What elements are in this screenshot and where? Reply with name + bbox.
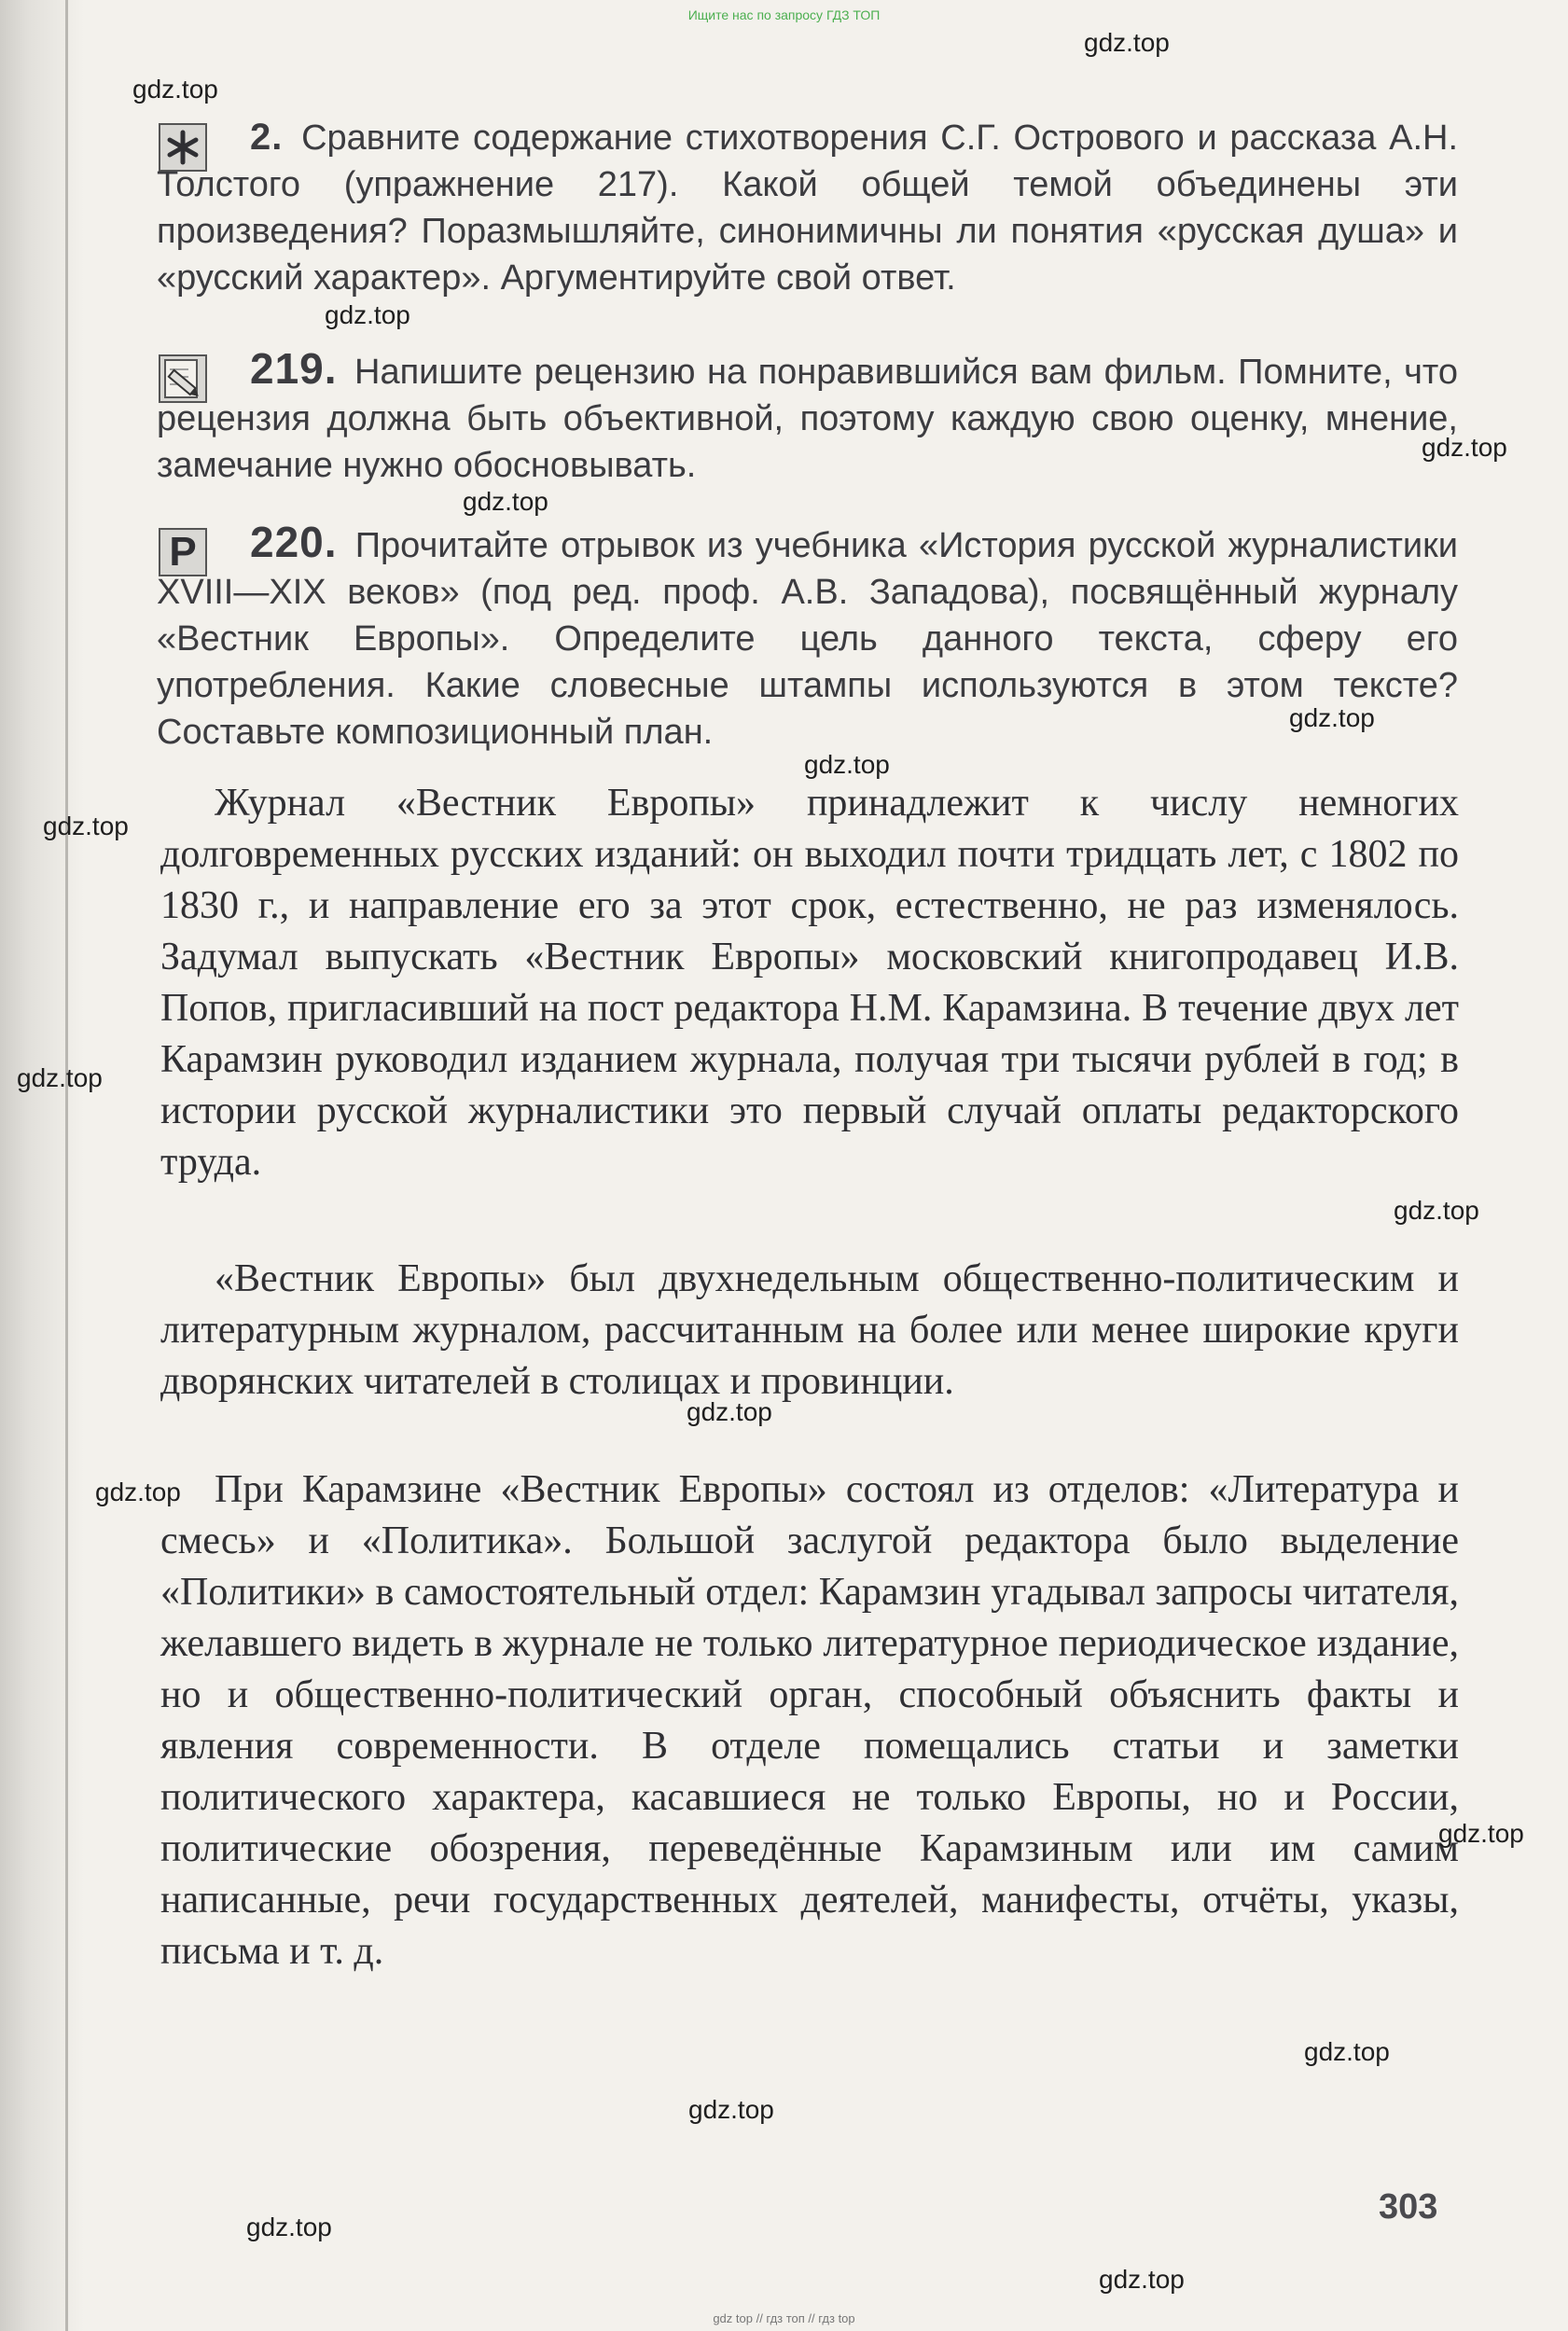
task-2: [157, 114, 1458, 301]
bottom-notice: gdz top // гдз топ // гдз top: [713, 2311, 855, 2325]
watermark: gdz.top: [1394, 1196, 1479, 1225]
watermark: gdz.top: [688, 2095, 774, 2124]
task-type-r-icon: Р: [159, 528, 207, 576]
task-219-text: Напишите рецензию на понравившийся вам фильм. Помните, что рецензия должна быть объективной, поэтому каждую свою оценку, мнение, замечание нужно обосновывать.: [157, 353, 1458, 485]
page-number: 303: [1379, 2187, 1438, 2227]
watermark: gdz.top: [687, 1397, 772, 1426]
task-2-number: 2.: [250, 117, 284, 158]
top-search-notice: Ищите нас по запросу ГДЗ ТОП: [687, 7, 881, 22]
watermark: gdz.top: [325, 300, 410, 329]
watermark: gdz.top: [804, 750, 890, 779]
watermark: gdz.top: [132, 75, 218, 104]
task-220: [157, 519, 1458, 756]
watermark: gdz.top: [1099, 2265, 1185, 2294]
task-220-number: 220.: [250, 518, 338, 566]
task-2-text: Сравните содержание стихотворения С.Г. Острового и рассказа А.Н. Толстого (упражнение 217). Какой общей темой объединены эти произведения? Поразмышляйте, синонимичны ли понятия «русская душа» и «русский характер». Аргументируйте свой ответ.: [157, 118, 1458, 298]
watermark: gdz.top: [43, 812, 129, 840]
task-220-text: Прочитайте отрывок из учебника «История русской журналистики XVIII—XIX веков» (под ред. проф. А.В. Западова), посвящённый журналу «Вестник Европы». Определите цель данного текста, сферу его употребления. Какие словесные штампы используются в этом тексте? Составьте композиционный план.: [157, 526, 1459, 752]
task-219-number: 219.: [250, 344, 338, 393]
task-219: [157, 345, 1458, 489]
watermark: gdz.top: [463, 487, 548, 516]
watermark: gdz.top: [1289, 703, 1375, 732]
watermark: gdz.top: [1084, 28, 1170, 57]
watermark: gdz.top: [17, 1063, 103, 1092]
watermark: gdz.top: [246, 2213, 332, 2241]
watermark: gdz.top: [95, 1478, 181, 1506]
passage-paragraph-3: При Карамзине «Вестник Европы» состоял из отделов: «Литература и смесь» и «Политика». Большой заслугой редактора было выделение «Политики» в самостоятельный отдел: Карамзин угадывал запросы читателя, желавшего видеть в журнале не только литературное периодическое издание, но и общественно-политический орган, способный объяснить факты и явления современности. В отделе помещались статьи и заметки политического характера, касавшиеся не только Европы, но и России, политические обозрения, переведённые Карамзиным или им самим написанные, речи государственных деятелей, манифесты, отчёты, указы, письма и т. д.: [160, 1468, 1459, 1973]
book-spine-shadow: [0, 0, 84, 2331]
watermark: gdz.top: [1438, 1819, 1524, 1848]
watermark: gdz.top: [1422, 433, 1507, 462]
passage-paragraph-1: Журнал «Вестник Европы» принадлежит к числу немногих долговременных русских изданий: он выходил почти тридцать лет, с 1802 по 1830 г., и направление его за этот срок, естественно, не раз изменялось. Задумал выпускать «Вестник Европы» московский книгопродавец И.В. Попов, пригласивший на пост редактора Н.М. Карамзина. В течение двух лет Карамзин руководил изданием журнала, получая три тысячи рублей в год; в истории русской журналистики это первый случай оплаты редакторского труда.: [160, 782, 1459, 1184]
watermark: gdz.top: [1304, 2037, 1390, 2066]
passage-paragraph-2: «Вестник Европы» был двухнедельным общественно-политическим и литературным журналом, рассчитанным на более или менее широкие круги дворянских читателей в столицах и провинции.: [160, 1257, 1459, 1403]
book-spine-line: [65, 0, 68, 2331]
